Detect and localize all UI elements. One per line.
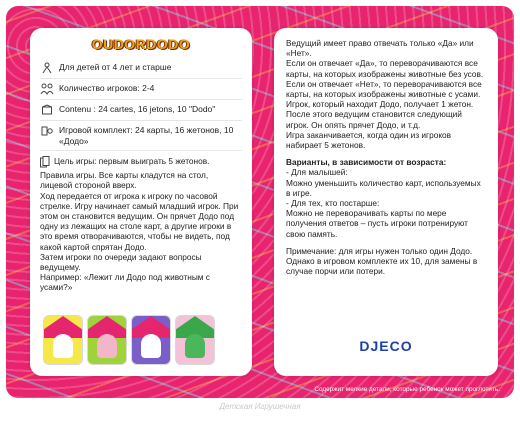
info-age [40,58,242,79]
instruction-sheet [6,6,514,398]
card-snake-image [176,316,214,364]
example-paragraph: Например: «Лежит ли Додо под животным с усами?» [40,272,210,293]
end-paragraph: Игра заканчивается, когда один из игроков набирает 5 жетонов. [286,129,452,151]
variant-small: - Для малышей: [286,167,348,178]
card-rabbit-image [132,316,170,364]
answer-paragraph: Ведущий имеет право отвечать только «Да» или «Нет». [286,38,474,59]
info-contents-fr [40,100,242,121]
turn-paragraph: Ход передается от игрока к игроку по часовой стрелке. Игру начинает самый младший игрок. При этом он становится ведущим. Он прячет Додо под одну из лежащих на столе карт, а другие игроки в это время отворачиваются, чтобы не видеть, под какой картой спрятан Додо. [40,190,239,252]
rules-continued [286,38,486,276]
watermark: Детская Игрушечная [219,402,301,411]
game-pieces-icon [40,125,54,137]
rules-text [40,156,242,293]
players-icon [40,83,54,95]
rules-paragraph: Правила игры. Все карты кладутся на стол, лицевой стороной вверх. [40,170,209,191]
box-contents-icon [40,104,54,116]
variant-older-text: Можно не переворачивать карты по мере получения ответов – пусть игроки потренируют свою память. [286,208,468,239]
variant-small-text: Можно уменьшить количество карт, используемых в игре. [286,177,481,198]
yes-paragraph: Если он отвечает «Да», то переворачиваются все карты, на которых изображены животные без усов. [286,58,484,79]
next-leader-paragraph: После этого ведущим становится следующий игрок. Он опять прячет Додо, и т.д. [286,109,462,130]
no-paragraph: Если он отвечает «Нет», то переворачиваются все карты, на которых изображены животные с усами. [286,78,482,100]
token-paragraph: Игрок, который находит Додо, получает 1 жетон. [286,99,474,110]
info-contents-ru-text: Игровой комплект: 24 карты, 16 жетонов, 10 «Додо» [59,125,234,146]
card-bird-image [88,316,126,364]
questions-paragraph: Затем игроки по очереди задают вопросы ведущему. [40,251,202,273]
sample-cards [44,316,214,364]
info-players [40,79,242,100]
info-contents-ru [40,121,242,151]
djeco-logo: DJECO [359,338,413,354]
cards-stack-icon [40,156,50,170]
info-age-text: Для детей от 4 лет и старше [59,62,172,72]
child-icon [40,62,54,74]
left-card [30,28,252,376]
note-paragraph: Примечание: для игры нужен только один Додо. Однако в игровом комплекте их 10, для замены в случае порчи или потери. [286,245,478,277]
info-contents-fr-text: Contenu : 24 cartes, 16 jetons, 10 "Dodo" [59,104,216,114]
info-players-text: Количество игроков: 2-4 [59,83,155,93]
right-card [274,28,498,376]
game-title: OUDORDODO [91,36,191,52]
goal-line: Цель игры: первым выиграть 5 жетонов. [40,156,242,170]
variant-older: - Для тех, кто постарше: [286,198,380,209]
variants-title: Варианты, в зависимости от возраста: [286,157,447,168]
choking-warning: Содержит мелкие детали, которые ребенок может проглотить. [314,386,500,393]
card-cat-image [44,316,82,364]
